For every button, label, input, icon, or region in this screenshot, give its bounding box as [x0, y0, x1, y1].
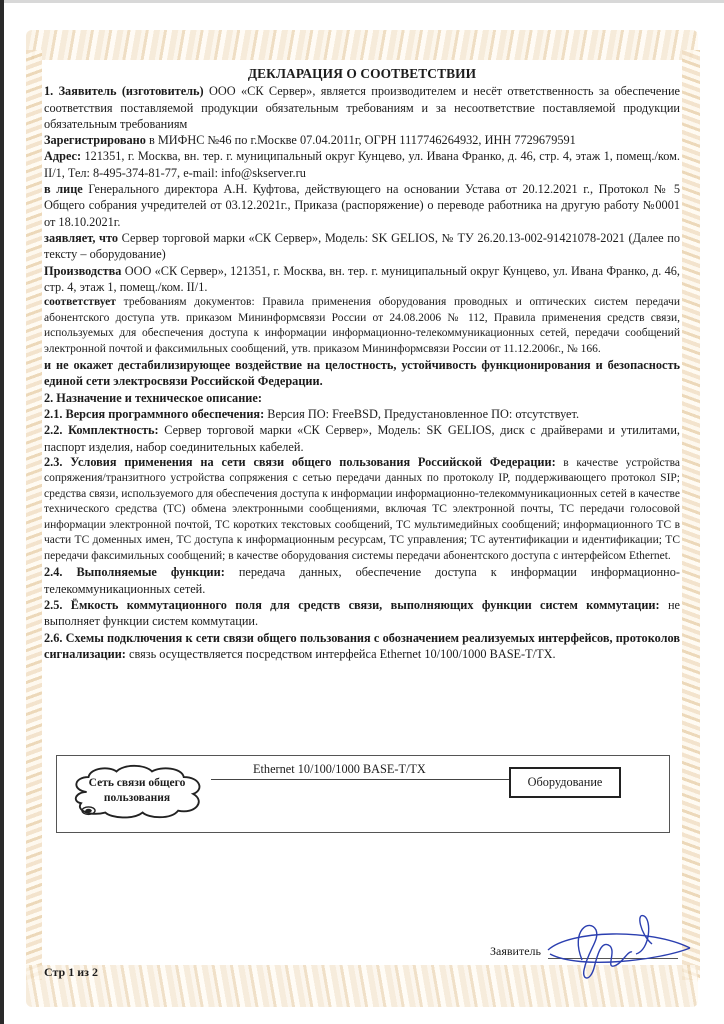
signature-label: Заявитель [490, 944, 541, 958]
address-text: 121351, г. Москва, вн. тер. г. муниципальный округ Кунцево, ул. Ивана Франко, д. 46, стр. 4, этаж 1, помещ./ком. II/1, Тел: 8-495-374-81-77, e-mail: info@skserver.ru [44, 149, 680, 180]
declares-label: заявляет, что [44, 230, 119, 245]
document-title: ДЕКЛАРАЦИЯ О СООТВЕТСТВИИ [247, 66, 477, 81]
section-2-5 [44, 597, 680, 630]
production-paragraph [44, 263, 680, 296]
address-paragraph [44, 148, 680, 181]
section-2-4 [44, 564, 680, 597]
document-body [44, 66, 680, 662]
complies-paragraph [44, 295, 680, 357]
section-2-6-label: 2.6. Схемы подключения к сети связи общего пользования с обозначением реализуемых интерфейсов, протоколов сигнализации: [44, 630, 680, 661]
registered-label: Зарегистрировано [44, 133, 146, 148]
section-2-2 [44, 422, 680, 455]
page-number: Стр 1 из 2 [44, 965, 98, 979]
section-2-6-text: связь осуществляется посредством интерфейса Ethernet 10/100/1000 BASE-T/TX. [125, 646, 556, 661]
ornamental-border-right [682, 50, 700, 980]
declares-text: Сервер торговой марки «СК Сервер», Модель: SK GELIOS, № ТУ 26.20.13-002-91421078-2021 (Далее по тексту – оборудование) [44, 230, 680, 262]
section-2-6 [44, 630, 680, 663]
purpose-heading-paragraph [44, 390, 680, 406]
signature-block [490, 910, 700, 985]
represented-text: Генерального директора А.Н. Куфтова, действующего на основании Устава от 20.12.2021 г., Протокол № 5 Общего собрания учредителей от 03.12.2021г., Приказа (распоряжение) о переводе работника на другую работу №0001 от 18.10.2021г. [44, 182, 680, 229]
section-2-1 [44, 406, 680, 422]
cloud-label: Сеть связи общего пользования [88, 777, 186, 804]
section-2-3-label: 2.3. Условия применения на сети связи общего пользования Российской Федерации: [44, 454, 556, 469]
registered-paragraph [44, 132, 680, 148]
section-2-2-label: 2.2. Комплектность: [44, 423, 159, 438]
production-text: ООО «СК Сервер», 121351, г. Москва, вн. тер. г. муниципальный округ Кунцево, ул. Ивана Франко, д. 46, стр. 4, этаж 1, помещ./ком. II/1. [44, 263, 680, 294]
ethernet-link-label: Ethernet 10/100/1000 BASE-T/TX [253, 762, 426, 776]
no-destabilize-text: и не окажет дестабилизирующее воздействие на целостность, устойчивость функционирования и безопасность единой сети электросвязи Российской Федерации. [44, 358, 680, 389]
ethernet-link-line [211, 779, 509, 780]
scan-edge-top [0, 0, 724, 3]
applicant-paragraph [44, 83, 680, 132]
section-2-5-text: не выполняет функции систем коммутации. [44, 598, 680, 629]
complies-text: требованиям документов: Правила применения оборудования проводных и оптических систем передачи абонентского доступа утв. приказом Мининформсвязи России от 24.08.2006 № 112, Правила применения средств связи, используемых для обеспечения доступа к информации информационно-телекоммуникационных сетей, передачи сообщений электронной почтой и факсимильных сообщений, утв. приказом Мининформсвязи России от 11.12.2006г., № 166. [44, 296, 680, 355]
section-2-2-text: Сервер торговой марки «СК Сервер», Модель: SK GELIOS, диск с драйверами и утилитами, паспорт изделия, набор соединительных кабелей. [44, 423, 680, 454]
production-label: Производства [44, 263, 122, 278]
scan-edge-left [0, 0, 4, 1024]
ornamental-border-left [26, 50, 42, 980]
ornamental-border-top [26, 30, 698, 60]
connection-diagram [56, 755, 670, 833]
section-2-4-text: передача данных, обеспечение доступа к информации информационно-телекоммуникационных сетей. [44, 565, 680, 596]
section-2-1-text: Версия ПО: FreeBSD, Предустановленное ПО: отсутствует. [264, 407, 580, 422]
section-2-3-text: в качестве устройства сопряжения/транзитного устройства сопряжения с сетью передачи данных по протоколу IP, поддерживающего протокол SIP; средства связи, используемого для обеспечения доступа к информации информационно-телекоммуникационных сетей в качестве технического средства (ТС) обмена электронными сообщениями, включая ТС электронной почты, ТС передачи голосовой информации электронной почтой, ТС коротких текстовых сообщений, ТС мультимедийных сообщений; информационного ТС в части ТС доменных имен, ТС доступа к информационным ресурсам, ТС управления; ТС аутентификации и идентификации; ТС передачи факсимильных сообщений; в качестве оборудования системы передачи абонентского доступа с интерфейсом Ethernet. [44, 456, 680, 562]
applicant-label: 1. Заявитель (изготовитель) [44, 84, 204, 99]
complies-label: соответствует [44, 296, 116, 309]
represented-label: в лице [44, 182, 83, 197]
address-label: Адрес: [44, 149, 82, 164]
registered-text: в МИФНС №46 по г.Москве 07.04.2011г, ОГРН 1117746264932, ИНН 7729679591 [145, 133, 576, 148]
equipment-box: Оборудование [509, 767, 621, 798]
signature-icon [540, 910, 700, 985]
section-2-3 [44, 455, 680, 565]
section-2-1-label: 2.1. Версия программного обеспечения: [44, 407, 265, 422]
section-2-5-label: 2.5. Ёмкость коммутационного поля для средств связи, выполняющих функции систем коммутации: [44, 598, 660, 613]
purpose-heading: 2. Назначение и техническое описание: [44, 390, 262, 405]
declares-paragraph [44, 230, 680, 263]
no-destabilize-paragraph [44, 357, 680, 390]
section-2-4-label: 2.4. Выполняемые функции: [44, 565, 225, 580]
represented-paragraph [44, 181, 680, 230]
applicant-text: ООО «СК Сервер», является производителем и несёт ответственность за обеспечение соответствия поставляемой продукции обязательным требованиям и за несоответствие поставляемой продукции обязательным требованиям [44, 84, 680, 131]
